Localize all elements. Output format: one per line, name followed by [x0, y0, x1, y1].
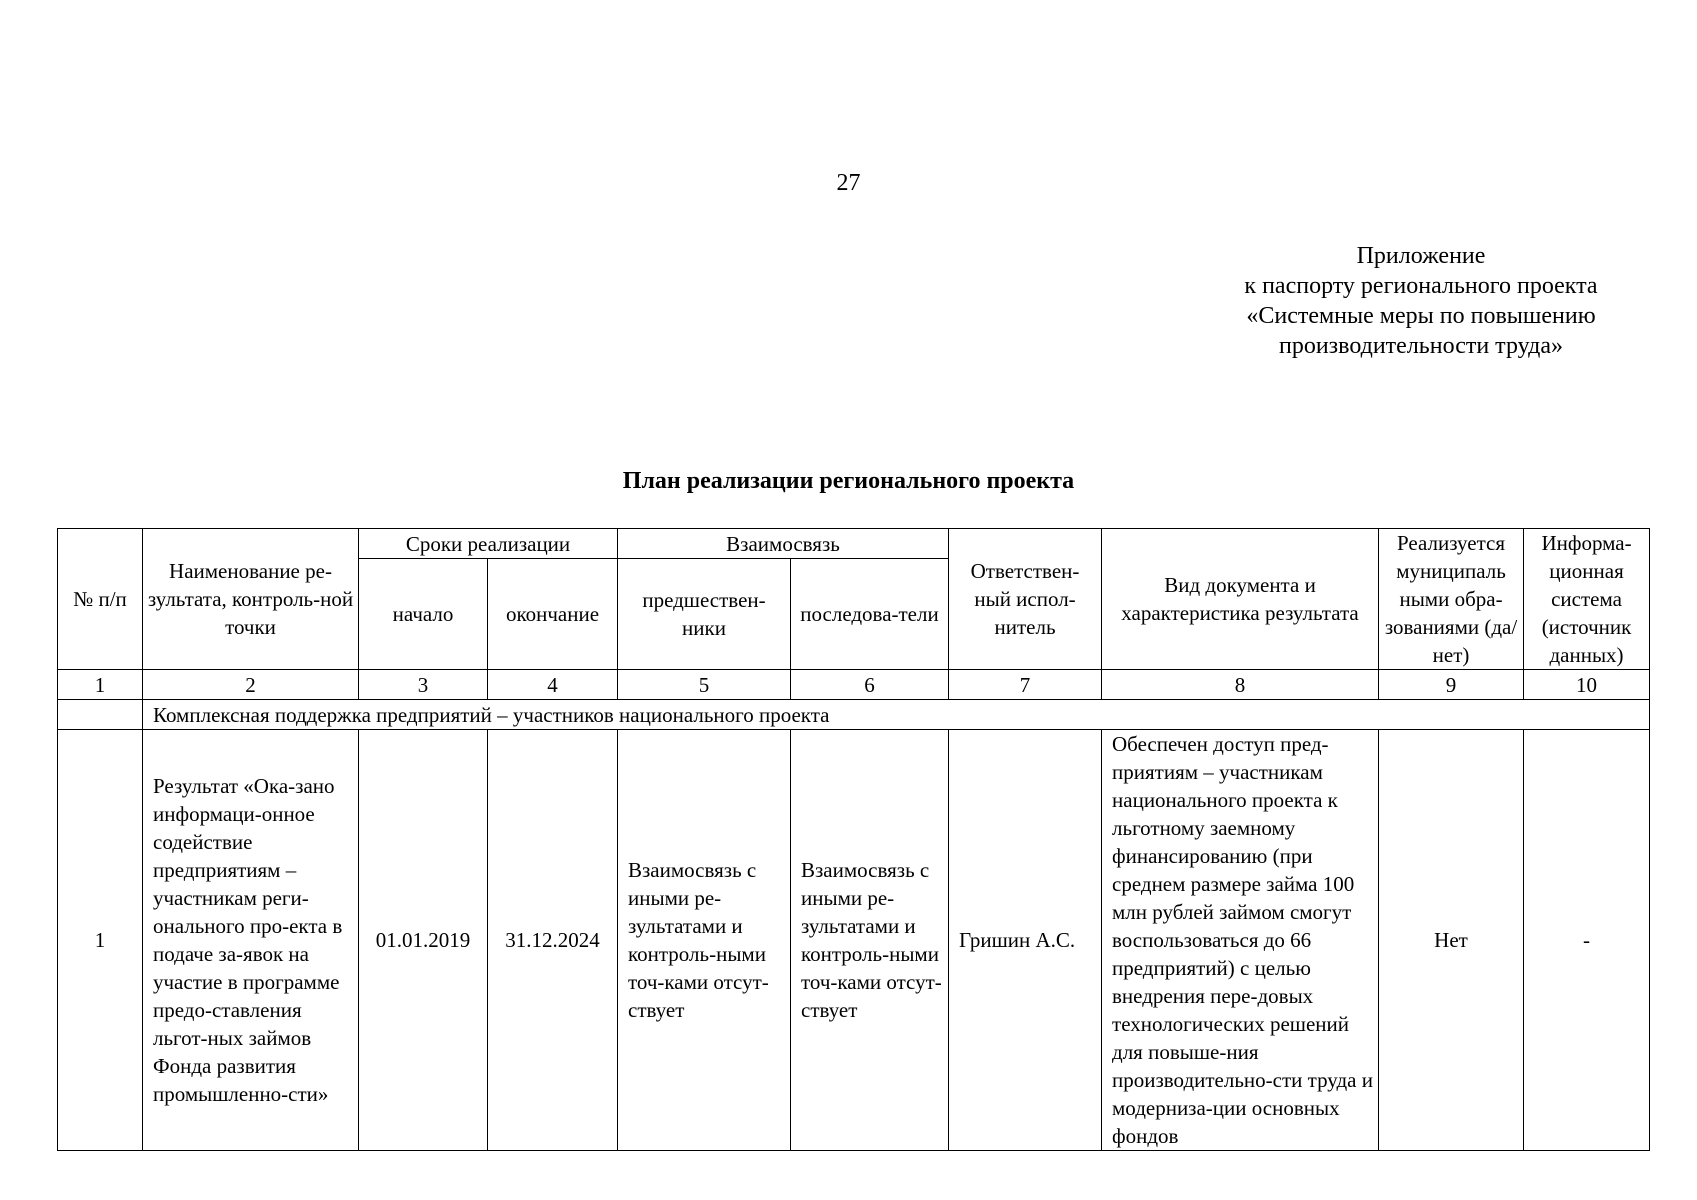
row-name: Результат «Ока-зано информаци-онное содействие предприятиям – участникам реги-онального про-екта в подаче за-явок на участие в программе предо-ставления льгот-ных займов Фонда развития промышленно-сти»: [143, 730, 359, 1151]
header-successors: последова-тели: [791, 559, 949, 670]
row-num: 1: [58, 730, 143, 1151]
document-title: План реализации регионального проекта: [622, 468, 1075, 494]
column-number: 5: [618, 670, 791, 700]
section-empty-cell: [58, 700, 143, 730]
column-numbers-row: [58, 670, 1650, 700]
plan-table: [57, 528, 1650, 1151]
row-info-system: -: [1524, 730, 1650, 1151]
appendix-line-4: производительности труда»: [1278, 333, 1563, 359]
header-row-1: [58, 529, 1650, 559]
header-executor: Ответствен-ный испол-нитель: [949, 529, 1102, 670]
header-relation: Взаимосвязь: [618, 529, 949, 559]
column-number: 10: [1524, 670, 1650, 700]
section-row: [58, 700, 1650, 730]
header-end: окончание: [488, 559, 618, 670]
header-num: № п/п: [58, 529, 143, 670]
row-executor: Гришин А.С.: [949, 730, 1102, 1151]
header-doc-type: Вид документа и характеристика результата: [1102, 529, 1379, 670]
header-municipal: Реализуется муниципаль ными обра-зованиями (да/нет): [1379, 529, 1524, 670]
appendix-block: [1200, 241, 1642, 361]
column-number: 7: [949, 670, 1102, 700]
row-start: 01.01.2019: [359, 730, 488, 1151]
table-row: [58, 730, 1650, 1151]
column-number: 1: [58, 670, 143, 700]
header-info-system: Информа-ционная система (источник данных): [1524, 529, 1650, 670]
row-successors: Взаимосвязь с иными ре-зультатами и контроль-ными точ-ками отсут-ствует: [791, 730, 949, 1151]
header-name: Наименование ре-зультата, контроль-ной точки: [143, 529, 359, 670]
header-predecessors: предшествен-ники: [618, 559, 791, 670]
header-start: начало: [359, 559, 488, 670]
column-number: 6: [791, 670, 949, 700]
appendix-line-1: Приложение: [1356, 243, 1486, 269]
row-municipal: Нет: [1379, 730, 1524, 1151]
column-number: 8: [1102, 670, 1379, 700]
row-predecessors: Взаимосвязь с иными ре-зультатами и контроль-ными точ-ками отсут-ствует: [618, 730, 791, 1151]
column-number: 4: [488, 670, 618, 700]
row-end: 31.12.2024: [488, 730, 618, 1151]
column-number: 3: [359, 670, 488, 700]
appendix-line-3: «Системные меры по повышению: [1246, 303, 1596, 329]
appendix-line-2: к паспорту регионального проекта: [1244, 273, 1598, 299]
header-terms: Сроки реализации: [359, 529, 618, 559]
section-title: Комплексная поддержка предприятий – участников национального проекта: [143, 700, 1650, 730]
row-doc-type: Обеспечен доступ пред-приятиям – участникам национального проекта к льготному заемному финансированию (при среднем размере займа 100 млн рублей займом смогут воспользоваться до 66 предприятий) с целью внедрения пере-довых технологических решений для повыше-ния производительно-сти труда и модерниза-ции основных фондов: [1102, 730, 1379, 1151]
page-number: 27: [836, 170, 861, 196]
column-number: 2: [143, 670, 359, 700]
column-number: 9: [1379, 670, 1524, 700]
